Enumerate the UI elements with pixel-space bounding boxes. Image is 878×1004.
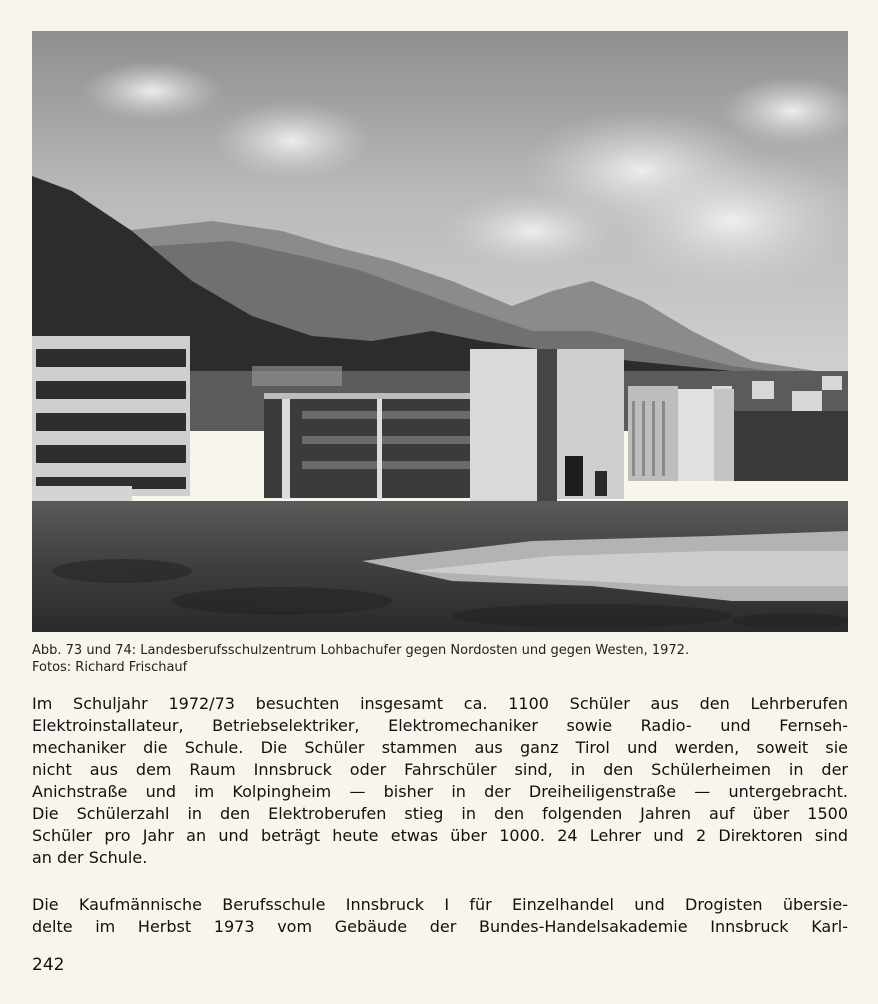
figure-caption (32, 642, 848, 676)
photo-credit: Fotos: Richard Frischauf (32, 660, 188, 675)
paragraph (32, 894, 848, 938)
text-line: Die Kaufmännische Berufsschule Innsbruck I für Einzelhandel und Drogisten übersie- (32, 895, 848, 914)
text-line: Elektroinstallateur, Betriebselektriker, Elektromechaniker sowie Radio- und Fernseh- (32, 716, 848, 735)
text-line: nicht aus dem Raum Innsbruck oder Fahrschüler sind, in den Schülerheimen in der (32, 760, 848, 779)
text-line: Die Schülerzahl in den Elektroberufen stieg in den folgenden Jahren auf über 1500 (32, 804, 848, 823)
paragraph (32, 693, 848, 869)
text-line: Schüler pro Jahr an und beträgt heute etwas über 1000. 24 Lehrer und 2 Direktoren sind (32, 826, 848, 845)
text-line: mechaniker die Schule. Die Schüler stammen aus ganz Tirol und werden, soweit sie (32, 738, 848, 757)
school-photo (32, 31, 848, 632)
text-line: an der Schule. (32, 848, 148, 867)
text-line: Anichstraße und im Kolpingheim — bisher in der Dreiheiligenstraße — untergebracht. (32, 782, 848, 801)
text-line: delte im Herbst 1973 vom Gebäude der Bundes-Handelsakademie Innsbruck Karl- (32, 917, 848, 936)
caption-line: Abb. 73 und 74: Landesberufsschulzentrum Lohbachufer gegen Nordosten und gegen Westen, 1972. (32, 643, 690, 658)
text-line: Im Schuljahr 1972/73 besuchten insgesamt ca. 1100 Schüler aus den Lehrberufen (32, 694, 848, 713)
page-number: 242 (32, 955, 65, 975)
